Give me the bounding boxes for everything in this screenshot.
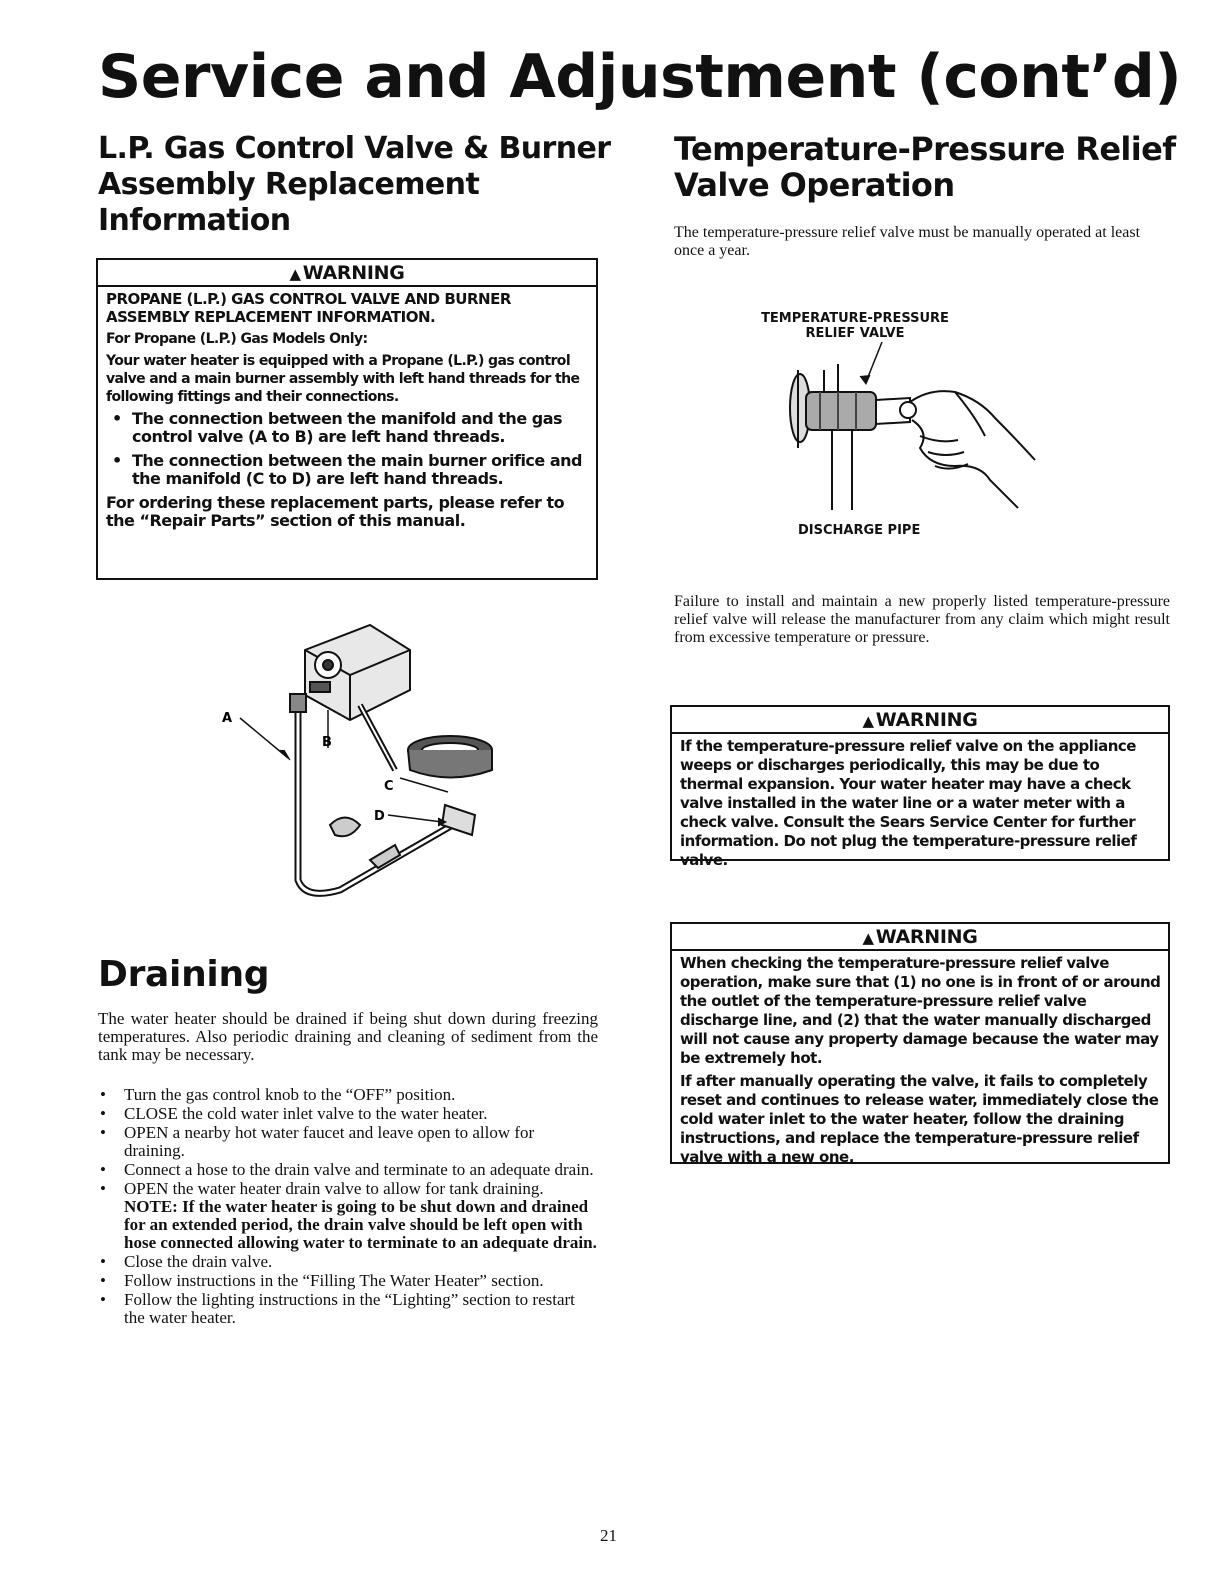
tp-warning-1-box xyxy=(670,705,1170,869)
warning-triangle-icon: ▲ xyxy=(289,265,301,283)
lp-warning-header xyxy=(98,260,596,287)
lp-warning-bullets xyxy=(106,410,590,488)
draining-step-with-note xyxy=(98,1180,598,1252)
draining-step: • OPEN a nearby hot water faucet and leave open to allow for draining. xyxy=(98,1124,598,1160)
lp-warning-intro: Your water heater is equipped with a Propane (L.P.) gas control valve and a main burner assembly with left hand threads for the following fittings and their connections. xyxy=(106,353,580,405)
lp-heading-line-1: L.P. Gas Control Valve & Burner xyxy=(98,131,611,166)
tp-warning-2-text-2: If after manually operating the valve, it fails to completely reset and continues to release water, immediately close the cold water inlet to the water heater, follow the draining instructions, and replace the temperature-pressure relief valve with a new one. xyxy=(680,1072,1159,1166)
draining-intro: The water heater should be drained if being shut down during freezing temperatures. Also periodic draining and cleaning of sediment from the tank may be necessary. xyxy=(98,1009,598,1064)
tp-warning-1-body xyxy=(672,734,1168,878)
lp-warning-ordering: For ordering these replacement parts, please refer to the “Repair Parts” section of this manual. xyxy=(106,493,565,530)
tp-valve-label-line-2: RELIEF VALVE xyxy=(805,326,905,341)
tp-warning-2-header xyxy=(672,924,1168,951)
lp-warning-body xyxy=(98,287,596,538)
tp-valve-label xyxy=(690,311,1020,341)
draining-step: • Close the drain valve. xyxy=(98,1253,598,1271)
tp-warning-1-label: WARNING xyxy=(875,709,978,731)
draining-step: • Turn the gas control knob to the “OFF” position. xyxy=(98,1086,598,1104)
warning-triangle-icon: ▲ xyxy=(862,712,874,730)
tp-warning-2-body xyxy=(672,951,1168,1175)
warning-triangle-icon: ▲ xyxy=(862,929,874,947)
tp-warning-1-text: If the temperature-pressure relief valve on the appliance weeps or discharges periodically, this may be due to thermal expansion. Your water heater may have a check valve installed in the water line or a water meter with a check valve. Consult the Sears Service Center for further information. Do not plug the temperature-pressure relief valve. xyxy=(680,737,1137,869)
diagram-label-c: C xyxy=(384,779,394,794)
diagram-label-b: B xyxy=(322,735,332,750)
lp-warning-box xyxy=(96,258,598,580)
tp-section-heading xyxy=(674,131,1194,203)
draining-step: • Connect a hose to the drain valve and terminate to an adequate drain. xyxy=(98,1161,598,1179)
lp-warning-label: WARNING xyxy=(302,262,405,284)
draining-step: • Follow the lighting instructions in the “Lighting” section to restart the water heater. xyxy=(98,1291,598,1327)
tp-heading-line-1: Temperature-Pressure Relief xyxy=(674,130,1176,168)
tp-failure-text: Failure to install and maintain a new properly listed temperature-pressure relief valve will release the manufacturer from any claim which might result from excessive temperature or pressure. xyxy=(674,593,1170,646)
tp-warning-2-text-1: When checking the temperature-pressure relief valve operation, make sure that (1) no one is in front of or around the outlet of the temperature-pressure relief valve discharge line, and (2) that the water manually discharged will not cause any property damage because the water may be extremely hot. xyxy=(680,954,1161,1067)
lp-heading-line-3: Information xyxy=(98,203,291,238)
tp-valve-diagram xyxy=(780,340,1050,520)
diagram-label-d: D xyxy=(374,809,385,824)
page-title: Service and Adjustment (cont’d) xyxy=(98,42,1182,112)
draining-step: • Follow instructions in the “Filling The Water Heater” section. xyxy=(98,1272,598,1290)
tp-warning-2-label: WARNING xyxy=(875,926,978,948)
lp-section-heading xyxy=(98,131,618,239)
lp-warning-bullet: • The connection between the main burner orifice and the manifold (C to D) are left hand threads. xyxy=(106,452,590,488)
tp-warning-1-header xyxy=(672,707,1168,734)
page-number: 21 xyxy=(600,1526,617,1545)
draining-step: • CLOSE the cold water inlet valve to the water heater. xyxy=(98,1105,598,1123)
draining-steps xyxy=(98,1086,598,1327)
tp-intro: The temperature-pressure relief valve must be manually operated at least once a year. xyxy=(674,224,1141,259)
tp-heading-line-2: Valve Operation xyxy=(674,166,955,204)
diagram-label-a: A xyxy=(222,711,233,726)
discharge-pipe-label: DISCHARGE PIPE xyxy=(798,523,921,538)
draining-step-text: OPEN the water heater drain valve to allow for tank draining. xyxy=(124,1179,544,1198)
lp-warning-title: PROPANE (L.P.) GAS CONTROL VALVE AND BURNER ASSEMBLY REPLACEMENT INFORMATION. xyxy=(106,290,511,326)
lp-warning-models-only: For Propane (L.P.) Gas Models Only: xyxy=(106,331,368,347)
tp-warning-2-box xyxy=(670,922,1170,1164)
lp-heading-line-2: Assembly Replacement xyxy=(98,167,480,202)
draining-note: NOTE: If the water heater is going to be shut down and drained for an extended period, the drain valve should be left open with hose connected allowing water to terminate to an adequate drain. xyxy=(124,1197,597,1252)
lp-warning-bullet: • The connection between the manifold and the gas control valve (A to B) are left hand threads. xyxy=(106,410,590,446)
draining-heading: Draining xyxy=(98,954,270,995)
draining-steps-container xyxy=(98,1086,598,1328)
gas-valve-burner-diagram xyxy=(210,610,510,910)
tp-valve-label-line-1: TEMPERATURE-PRESSURE xyxy=(761,311,949,326)
